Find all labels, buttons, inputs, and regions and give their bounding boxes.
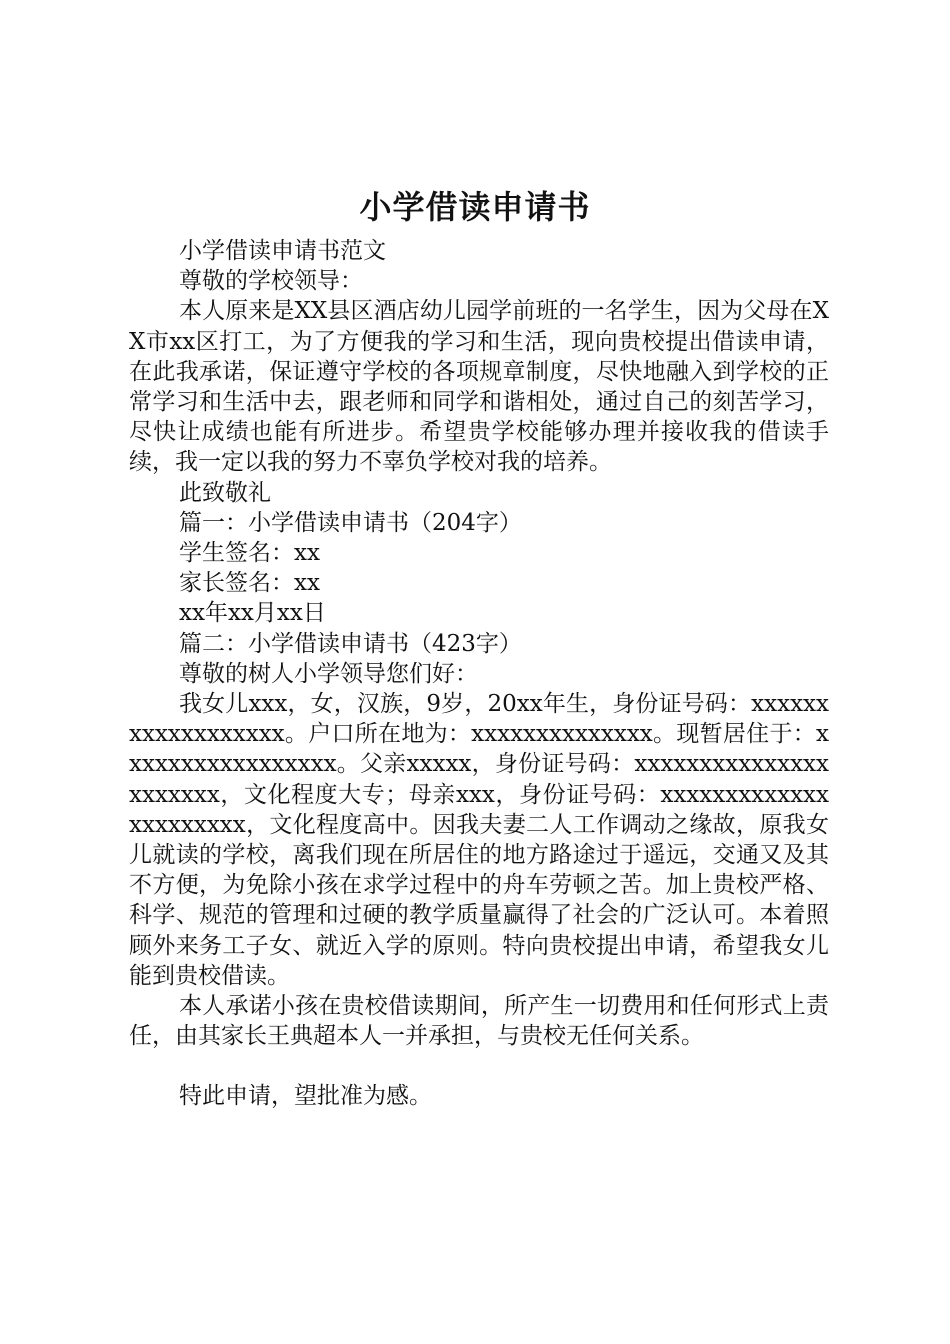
salutation-paragraph: 尊敬的树人小学领导您们好：: [179, 660, 478, 687]
date-line: xx年xx月xx日: [179, 600, 326, 627]
body-paragraph: 我女儿xxx，女，汉族，9岁，20xx年生，身份证号码：xxxxxxxxxxxxxxxxxx。户口所在地为：xxxxxxxxxxxxxx。现暂居住于：xxxxxxxxxxxxxxxxx。父亲xxxxx，身份证号码：xxxxxxxxxxxxxxxxxxxxxx，文化程度大专；母亲xxx，身份证号码：xxxxxxxxxxxxxxxxxxxxxx，文化程度高中。因我夫妻二人工作调动之缘故，原我女儿就读的学校，离我们现在所居住的地方路途过于遥远，交通又及其不方便，为免除小孩在求学过程中的舟车劳顿之苦。加上贵校严格、科学、规范的管理和过硬的教学质量赢得了社会的广泛认可。本着照顾外来务工子女、就近入学的原则。特向贵校提出申请，希望我女儿能到贵校借读。: [129, 691, 829, 989]
closing-paragraph: 特此申请，望批准为感。: [179, 1083, 432, 1110]
body-paragraph: 本人承诺小孩在贵校借读期间，所产生一切费用和任何形式上责任，由其家长王典超本人一并承担，与贵校无任何关系。: [129, 993, 829, 1050]
section-heading: 篇二：小学借读申请书（423字）: [179, 630, 522, 657]
section-heading: 篇一：小学借读申请书（204字）: [179, 509, 522, 536]
subtitle-paragraph: 小学借读申请书范文: [179, 238, 386, 264]
document-title: 小学借读申请书: [359, 188, 591, 226]
student-signature: 学生签名：xx: [179, 540, 320, 567]
closing-paragraph: 此致敬礼: [179, 479, 271, 506]
document-body: [129, 236, 829, 1112]
paragraph-spacer: [129, 1051, 829, 1081]
salutation-paragraph: 尊敬的学校领导：: [179, 268, 363, 295]
parent-signature: 家长签名：xx: [179, 570, 320, 597]
body-paragraph: 本人原来是XX县区酒店幼儿园学前班的一名学生，因为父母在XX市xx区打工，为了方便我的学习和生活，现向贵校提出借读申请，在此我承诺，保证遵守学校的各项规章制度，尽快地融入到学校的正常学习和生活中去，跟老师和同学和谐相处，通过自己的刻苦学习，尽快让成绩也能有所进步。希望贵学校能够办理并接收我的借读手续，我一定以我的努力不辜负学校对我的培养。: [129, 298, 829, 476]
